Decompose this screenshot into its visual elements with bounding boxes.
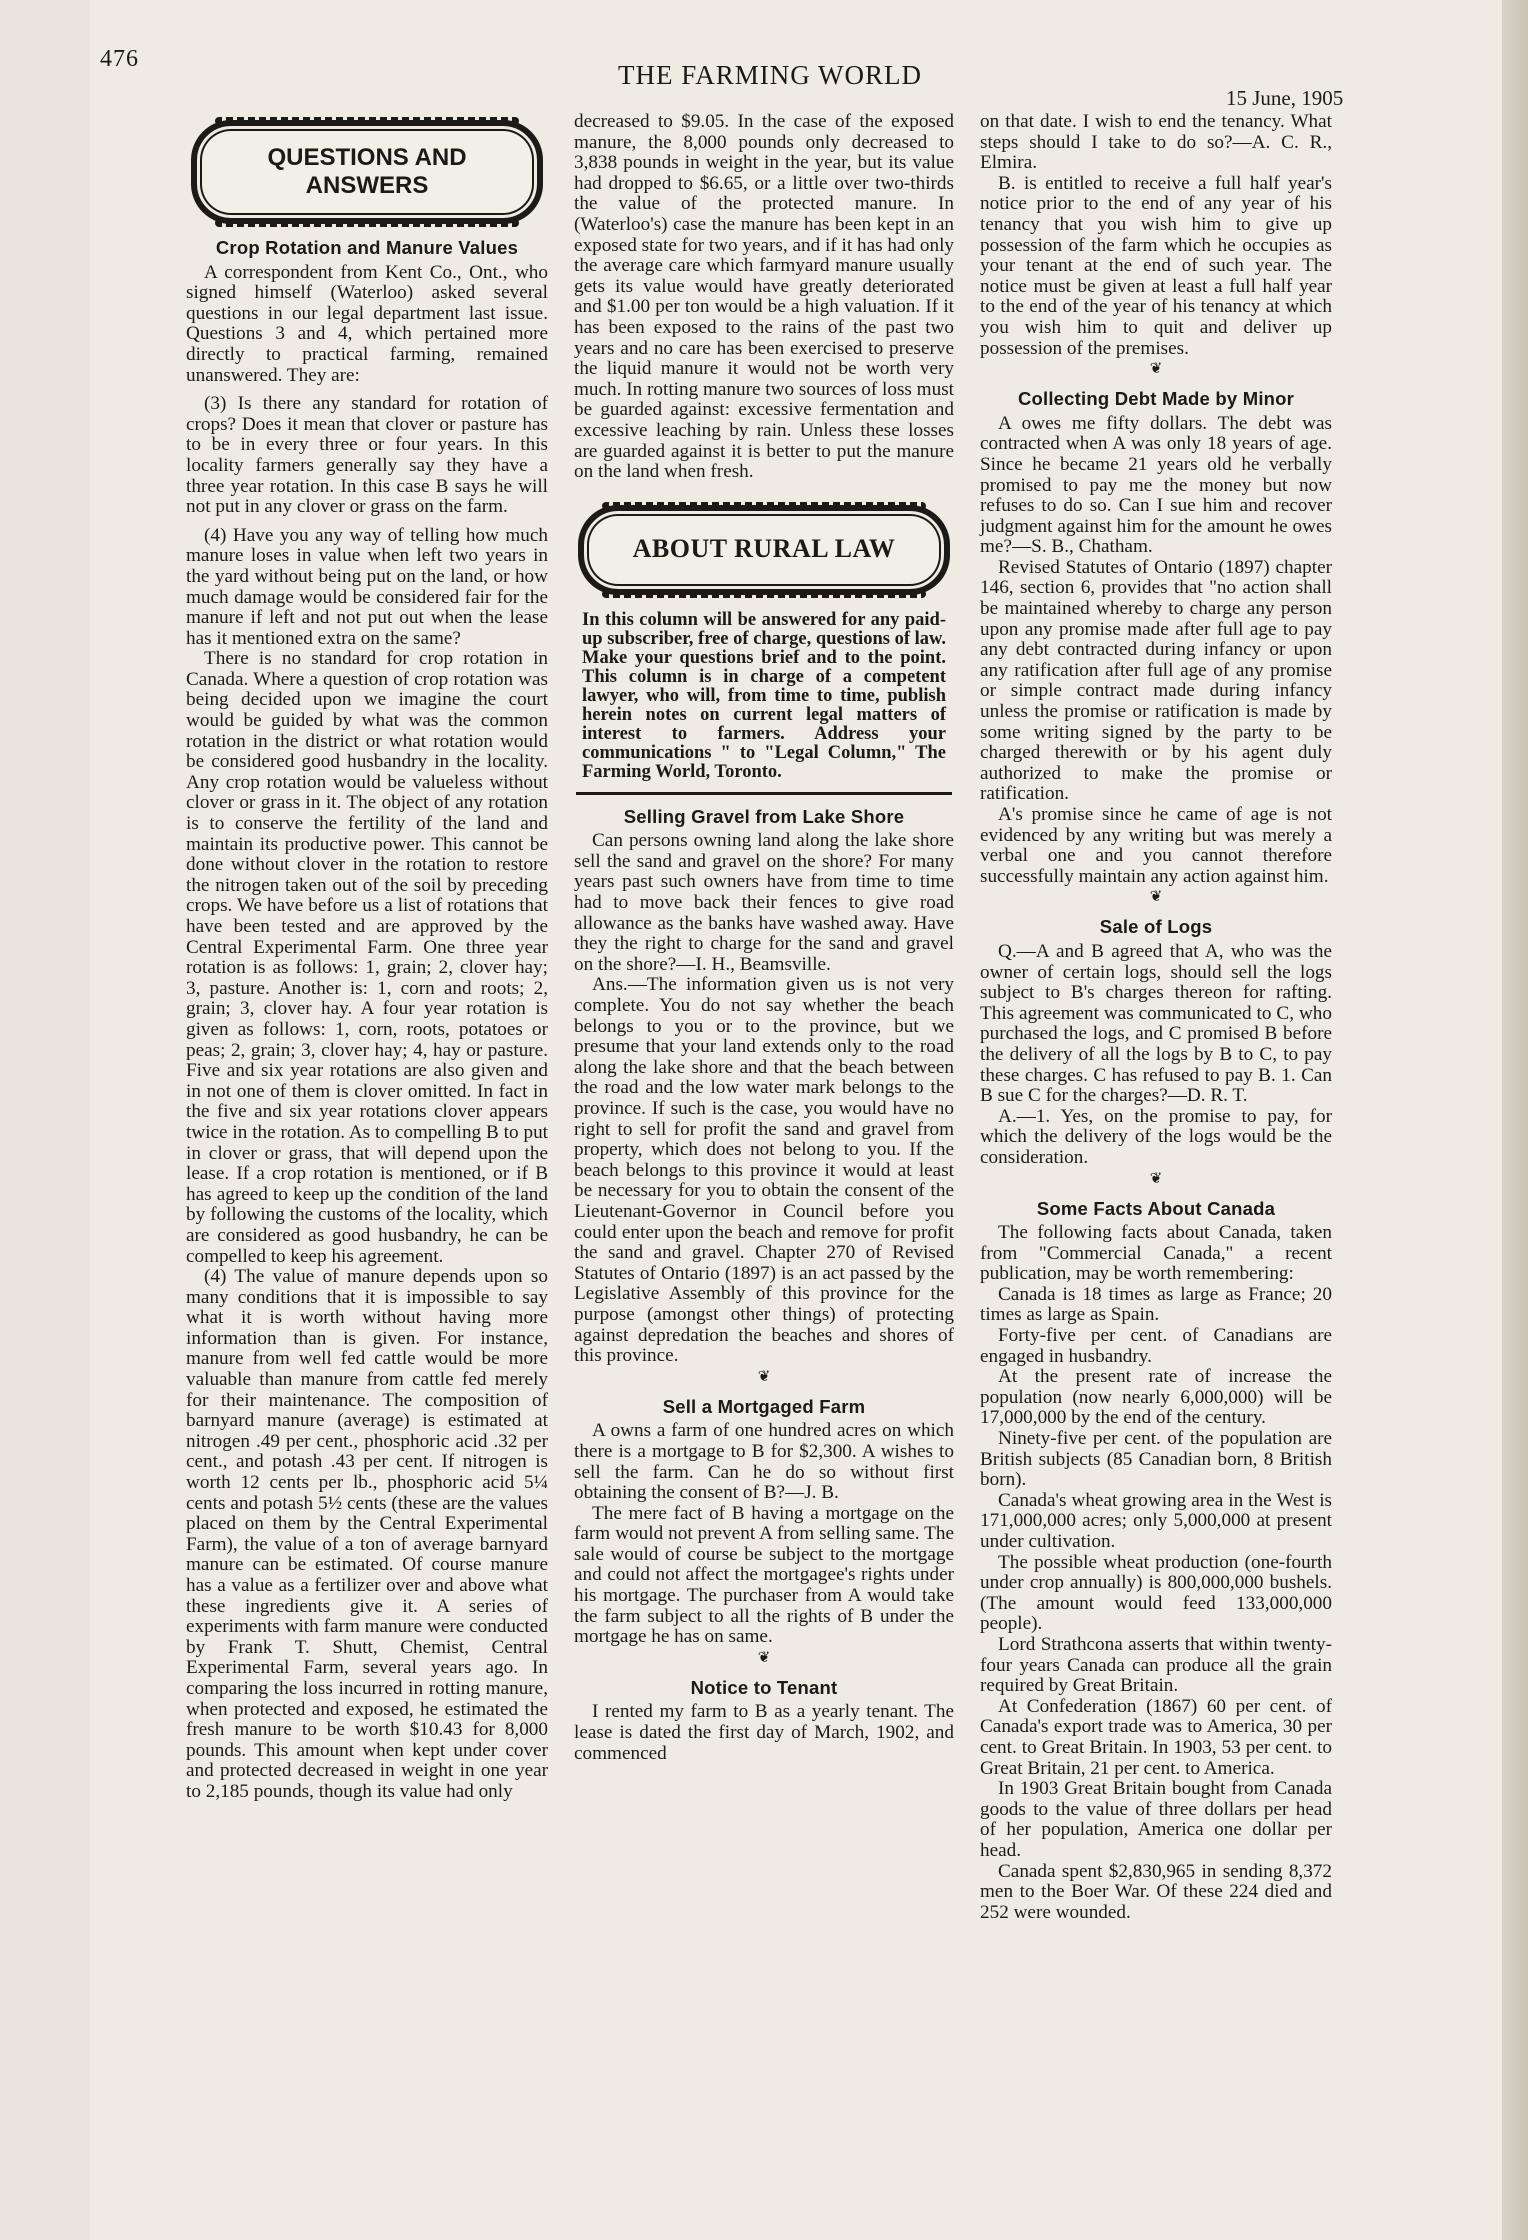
canada-fact: Lord Strathcona asserts that within twenty-four years Canada can produce all the grain required by Great Britain. xyxy=(980,1633,1332,1697)
canada-fact: Ninety-five per cent. of the population are British subjects (85 Canadian born, 8 British born). xyxy=(980,1428,1332,1491)
issue-date: 15 June, 1905 xyxy=(1226,86,1344,110)
banner-title: ABOUT RURAL LAW xyxy=(632,534,896,564)
paragraph: Can persons owning land along the lake shore sell the sand and gravel on the shore? For many years past such owners have from time to time had to move back their fences to give road allowance as the banks have washed away. Have they the right to charge for the sand and gravel on the shore?—I. H., Beamsville. xyxy=(574,830,954,975)
paragraph: (4) Have you any way of telling how much manure loses in value when left two years in the yard without being put on the land, or how much damage would be considered fair for the manure if left and not put out when the lease has it mentioned extra on the same? xyxy=(186,524,548,649)
paragraph: A's promise since he came of age is not evidenced by any writing but was merely a verbal one and you cannot therefore successfully maintain any action against him. xyxy=(980,804,1332,887)
paragraph: Ans.—The information given us is not very complete. You do not say whether the beach belongs to you or to the province, but we presume that your land extends only to the road along the lake shore and that the beach between the road and the low water mark belongs to the province. If such is the case, you would have no right to sell for profit the sand and gravel from property, which does not belong to you. If the beach belongs to this province it would at least be necessary for you to obtain the consent of the Lieutenant-Governor in Council before you could enter upon the beach and remove for profit the sand and gravel. Chapter 270 of Revised Statutes of Ontario (1897) is an act passed by the Legislative Assembly of this province for the purpose (amongst other things) of protecting against depredation the beaches and shores of this province. xyxy=(574,974,954,1367)
column-3 xyxy=(980,112,1332,1923)
canada-fact: The possible wheat production (one-fourth under crop annually) is 800,000,000 bushels. (The amount would feed 133,000,000 people). xyxy=(980,1551,1332,1635)
paragraph: A correspondent from Kent Co., Ont., who signed himself (Waterloo) asked several questions in our legal department last issue. Questions 3 and 4, which pertained more directly to practical farming, remained unanswered. They are: xyxy=(186,261,548,386)
canada-fact: At Confederation (1867) 60 per cent. of Canada's export trade was to America, 30 per cent. to Great Britain. In 1903, 53 per cent. to Great Britain, 21 per cent. to America. xyxy=(980,1695,1332,1779)
paragraph: I rented my farm to B as a yearly tenant. The lease is dated the first day of March, 1902, and commenced xyxy=(574,1701,954,1764)
paragraph: The following facts about Canada, taken from "Commercial Canada," a recent publication, may be worth remembering: xyxy=(980,1222,1332,1285)
paragraph: The mere fact of B having a mortgage on the farm would not prevent A from selling same. The sale would of course be subject to the mortgage and could not affect the mortgagee's rights under his mortgage. The purchaser from A would take the farm subject to all the rights of B under the mortgage he has on same. xyxy=(574,1502,954,1648)
paragraph: (4) The value of manure depends upon so many conditions that it is impossible to say what it is worth without having more information than is given. For instance, manure from well fed cattle would be more valuable than manure from cattle fed merely for their maintenance. The composition of barnyard manure (average) is estimated at nitrogen .49 per cent., phosphoric acid .32 per cent., and potash .43 per cent. If nitrogen is worth 12 cents per lb., phosphoric acid 5¼ cents and potash 5½ cents (these are the values placed on them by the Central Experimental Farm), the value of a ton of average barnyard manure can be estimated. Of course manure has a value as a fertilizer over and above what these ingredients give it. A series of experiments with farm manure were conducted by Frank T. Shutt, Chemist, Central Experimental Farm, several years ago. In comparing the loss incurred in rotting manure, when protected and exposed, he estimated the fresh manure to be worth $10.43 for 8,000 pounds. This amount when kept under cover and protected decreased in weight in one year to 2,185 pounds, though its value had only xyxy=(186,1266,548,1802)
heading-selling-gravel: Selling Gravel from Lake Shore xyxy=(623,805,905,827)
canada-fact: In 1903 Great Britain bought from Canada goods to the value of three dollars per head of her population, America one dollar per head. xyxy=(980,1778,1332,1861)
about-rural-law-banner xyxy=(578,505,950,595)
canada-fact: Canada is 18 times as large as France; 20 times as large as Spain. xyxy=(980,1283,1332,1326)
banner-beads-bottom xyxy=(602,590,926,598)
paragraph: Q.—A and B agreed that A, who was the owner of certain logs, should sell the logs subject to B's charges thereon for rafting. This agreement was communicated to C, who purchased the logs, and C promised B before the delivery of all the logs by B to C, to pay these charges. C has refused to pay B. 1. Can B sue C for the charges?—D. R. T. xyxy=(980,940,1332,1107)
banner-line-1: QUESTIONS AND xyxy=(267,144,467,171)
section-rule xyxy=(576,792,952,795)
paragraph: A owns a farm of one hundred acres on which there is a mortgage to B for $2,300. A wishes to sell the farm. Can he do so without first obtaining the consent of B?—J. B. xyxy=(574,1420,954,1504)
column-2 xyxy=(574,112,954,1764)
canada-fact: Canada's wheat growing area in the West is 171,000,000 acres; only 5,000,000 at present under cultivation. xyxy=(980,1489,1332,1552)
column-1 xyxy=(186,112,548,1803)
heading-mortgaged-farm: Sell a Mortgaged Farm xyxy=(662,1395,866,1417)
separator-ornament: ❦ xyxy=(757,1368,771,1385)
separator-ornament: ❦ xyxy=(1149,1170,1163,1187)
page-number: 476 xyxy=(100,46,139,72)
running-head: THE FARMING WORLD xyxy=(618,60,922,90)
heading-crop-rotation: Crop Rotation and Manure Values xyxy=(215,237,519,258)
separator-ornament: ❦ xyxy=(1149,889,1163,906)
scan-edge xyxy=(1502,0,1528,2240)
paragraph: on that date. I wish to end the tenancy. What steps should I take to do so?—A. C. R., Elmira. xyxy=(980,111,1332,174)
heading-debt-minor: Collecting Debt Made by Minor xyxy=(1017,388,1295,410)
heading-notice-to-tenant: Notice to Tenant xyxy=(690,1676,838,1698)
canada-fact: Canada spent $2,830,965 in sending 8,372 men to the Boer War. Of these 224 died and 252 were wounded. xyxy=(980,1860,1332,1923)
separator-ornament: ❦ xyxy=(1149,361,1163,378)
banner-beads-top xyxy=(215,117,519,125)
paragraph: There is no standard for crop rotation in Canada. Where a question of crop rotation was being decided upon we imagine the court would be guided by what was the common rotation in the district or what rotation would be considered good husbandry in the locality. Any crop rotation would be valueless without clover or grass in it. The object of any rotation is to conserve the fertility of the land and maintain its productive power. This cannot be done without clover in the rotation to restore the nitrogen taken out of the soil by preceding crops. We have before us a list of rotations that have been tested and are approved by the Central Experimental Farm. One three year rotation is as follows: 1, grain; 2, clover hay; 3, pasture. Another is: 1, corn and roots; 2, grain; 3, clover hay. A four year rotation is given as follows: 1, corn, roots, potatoes or peas; 2, grain; 3, clover hay; 4, hay or pasture. Five and six year rotations are also given and in not one of them is clover omitted. In fact in the five and six year rotations clover appears twice in the rotation. As to compelling B to put in clover or grass, that will depend upon the lease. If a crop rotation is mentioned, or if B has agreed to keep up the condition of the land by following the customs of the locality, which are considered as good husbandry, he can be compelled to keep his agreement. xyxy=(186,648,548,1267)
paragraph: Revised Statutes of Ontario (1897) chapter 146, section 6, provides that "no action shall be maintained whereby to charge any person upon any promise made after full age to pay any debt contracted during infancy or upon any ratification after full age of any promise or simple contract made during infancy unless the promise or ratification is made by some writing signed by the party to be charged therewith or by his agent duly authorized to make the promise or ratification. xyxy=(980,556,1332,805)
separator-ornament: ❦ xyxy=(757,1649,771,1666)
legal-column-notice: In this column will be answered for any paid-up subscriber, free of charge, questions of law. Make your questions brief and to the point. This column is in charge of a competent lawyer, who will, from time to time, publish herein notes on current legal matters of interest to farmers. Address your communications " to "Legal Column," The Farming World, Toronto. xyxy=(582,609,946,782)
paragraph: A owes me fifty dollars. The debt was contracted when A was only 18 years of age. Since he became 21 years old he verbally promised to pay me the money but now refuses to do so. Can I sue him and recover judgment against him for the amount he owes me?—S. B., Chatham. xyxy=(980,412,1332,558)
paragraph: (3) Is there any standard for rotation of crops? Does it mean that clover or pasture has to be in every three or four years. In this locality farmers generally say they have a three year rotation. In this case B says he will not put in any clover or grass on the farm. xyxy=(186,393,548,518)
canada-fact: Forty-five per cent. of Canadians are engaged in husbandry. xyxy=(980,1325,1332,1367)
heading-sale-of-logs: Sale of Logs xyxy=(1099,916,1213,938)
banner-line-2: ANSWERS xyxy=(305,172,429,199)
questions-answers-banner xyxy=(191,120,543,224)
banner-beads-top xyxy=(602,502,926,510)
paragraph: A.—1. Yes, on the promise to pay, for which the delivery of the logs would be the consideration. xyxy=(980,1105,1332,1168)
banner-beads-bottom xyxy=(215,219,519,227)
heading-facts-about-canada: Some Facts About Canada xyxy=(1036,1197,1276,1219)
paragraph: decreased to $9.05. In the case of the exposed manure, the 8,000 pounds only decreased to 3,838 pounds in weight in the year, but its value had dropped to $6.65, or a little over two-thirds the value of the protected manure. In (Waterloo's) case the manure has been kept in an exposed state for two years, and if it has had only the average care which farmyard manure usually gets its value would have greatly deteriorated and $1.00 per ton would be a high valuation. If it has been exposed to the rains of the past two years and no care has been exercised to preserve the liquid manure it would not be worth very much. In rotting manure two sources of loss must be guarded against: excessive fermentation and excessive leaching by rain. Unless these losses are guarded against it is better to put the manure on the land when fresh. xyxy=(574,111,954,483)
canada-fact: At the present rate of increase the population (now nearly 6,000,000) will be 17,000,000 by the end of the century. xyxy=(980,1366,1332,1429)
paragraph: B. is entitled to receive a full half year's notice prior to the end of any year of his tenancy that you wish him to give up possession of the farm which he occupies as your tenant at the end of such year. The notice must be given at least a full half year to the end of the year of his tenancy at which you wish him to quit and deliver up possession of the premises. xyxy=(980,172,1332,359)
